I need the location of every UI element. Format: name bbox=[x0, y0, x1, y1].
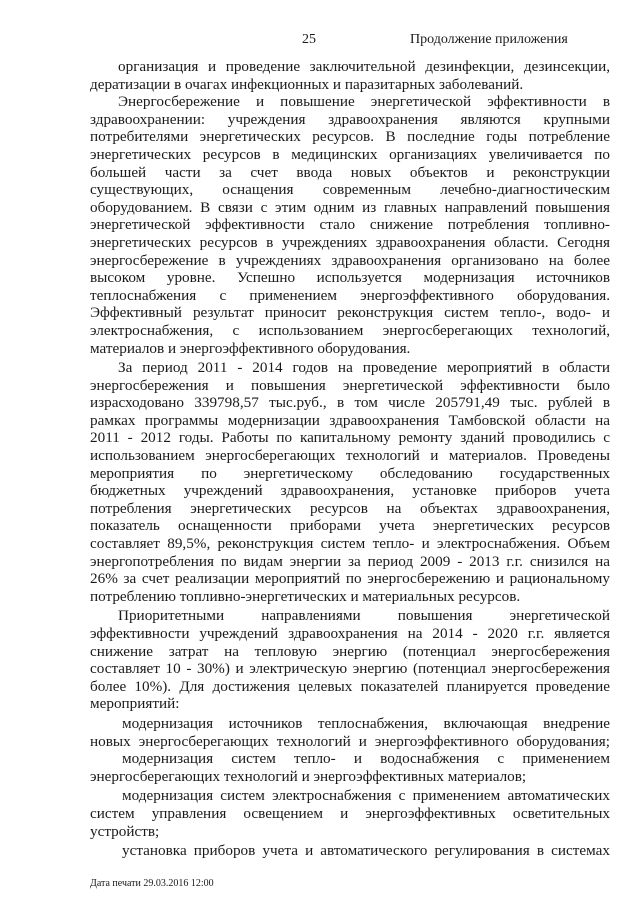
text-line: потребителями энергетических ресурсов. В последние годы потребление bbox=[90, 128, 610, 146]
text-line: Приоритетными направлениями повышения энергетической bbox=[118, 607, 610, 625]
text-line: систем управления освещением и энергоэффективных осветительных bbox=[90, 804, 610, 822]
text-line: устройств; bbox=[90, 822, 160, 840]
header-title: Продолжение приложения bbox=[410, 32, 568, 47]
text-line: электроснабжения, с использованием энергосберегающих технологий, bbox=[90, 321, 610, 339]
text-line: использованием энергосберегающих технологий и материалов. Проведены bbox=[90, 447, 610, 465]
text-line: существующих, оснащения современным лечебно-диагностическим bbox=[90, 181, 610, 199]
text-line: мероприятий: bbox=[90, 695, 180, 713]
text-line: показатель оснащенности приборами учета энергетических ресурсов bbox=[90, 517, 610, 535]
text-line: высоком уровне. Успешно используется модернизация источников bbox=[90, 269, 610, 287]
text-line: новых энергосберегающих технологий и энергоэффективного оборудования; bbox=[90, 732, 610, 750]
text-line: 26% за счет реализации мероприятий по энергосбережению и рациональному bbox=[90, 570, 610, 588]
text-line: энергетической эффективности стало снижение потребления топливно- bbox=[90, 216, 610, 234]
text-line: Эффективный результат приносит реконструкция систем тепло-, водо- и bbox=[90, 304, 610, 322]
text-line: материалов и энергоэффективного оборудования. bbox=[90, 339, 411, 357]
text-line: мероприятия по энергетическому обследованию государственных bbox=[90, 464, 610, 482]
text-line: энергетических ресурсов в медицинских организациях увеличивается по bbox=[90, 145, 610, 163]
text-line: модернизация источников теплоснабжения, включающая внедрение bbox=[122, 714, 610, 732]
text-line: установка приборов учета и автоматического регулирования в системах bbox=[122, 842, 610, 860]
document-body bbox=[90, 58, 610, 860]
text-line: большей части за счет ввода новых объектов и реконструкции bbox=[90, 163, 610, 181]
text-line: модернизация систем электроснабжения с применением автоматических bbox=[122, 787, 610, 805]
text-line: энергетических ресурсов в учреждениях здравоохранения области. Сегодня bbox=[90, 233, 610, 251]
text-line: энергосбережения и повышения энергетической эффективности было bbox=[90, 376, 610, 394]
text-line: оборудованием. В связи с этим одним из главных направлений повышения bbox=[90, 198, 610, 216]
text-line: энергопотребления по видам энергии за период 2009 - 2013 г.г. снизился на bbox=[90, 552, 610, 570]
text-line: снижение затрат на тепловую энергию (потенциал энергосбережения bbox=[90, 642, 610, 660]
text-line: энергосбережение в учреждениях здравоохранения организовано на более bbox=[90, 251, 610, 269]
text-line: составляет 89,5%, реконструкция систем тепло- и электроснабжения. Объем bbox=[90, 535, 610, 553]
text-line: рамках программы модернизации здравоохранения Тамбовской области на bbox=[90, 411, 610, 429]
text-line: дератизации в очагах инфекционных и паразитарных заболеваний. bbox=[90, 75, 524, 93]
text-line: 2011 - 2012 годы. Работы по капитальному ремонту зданий проводились с bbox=[90, 429, 610, 447]
text-line: энергосберегающих технологий и энергоэффективных материалов; bbox=[90, 767, 527, 785]
text-line: За период 2011 - 2014 годов на проведение мероприятий в области bbox=[118, 359, 610, 377]
text-line: здравоохранении: учреждения здравоохранения являются крупными bbox=[90, 110, 610, 128]
text-line: эффективности учреждений здравоохранения на 2014 - 2020 г.г. является bbox=[90, 625, 610, 642]
text-line: Энергосбережение и повышение энергетической эффективности в bbox=[118, 93, 610, 111]
print-date-footer: Дата печати 29.03.2016 12:00 bbox=[90, 878, 214, 889]
text-line: организация и проведение заключительной дезинфекции, дезинсекции, bbox=[118, 58, 610, 75]
page-number: 25 bbox=[302, 32, 316, 47]
text-line: потреблению топливно-энергетических и материальных ресурсов. bbox=[90, 587, 521, 605]
text-line: модернизация систем тепло- и водоснабжения с применением bbox=[122, 750, 610, 768]
text-line: более 10%). Для достижения целевых показателей планируется проведение bbox=[90, 677, 610, 695]
text-line: составляет 10 - 30%) и электрическую энергию (потенциал энергосбережения bbox=[90, 660, 610, 678]
text-line: потребления энергетических ресурсов на объектах здравоохранения, bbox=[90, 499, 610, 517]
text-line: израсходовано 339798,57 тыс.руб., в том числе 205791,49 тыс. рублей в bbox=[90, 394, 610, 412]
text-line: бюджетных учреждений здравоохранения, установке приборов учета bbox=[90, 482, 610, 500]
text-line: теплоснабжения с применением энергоэффективного оборудования. bbox=[90, 286, 610, 304]
